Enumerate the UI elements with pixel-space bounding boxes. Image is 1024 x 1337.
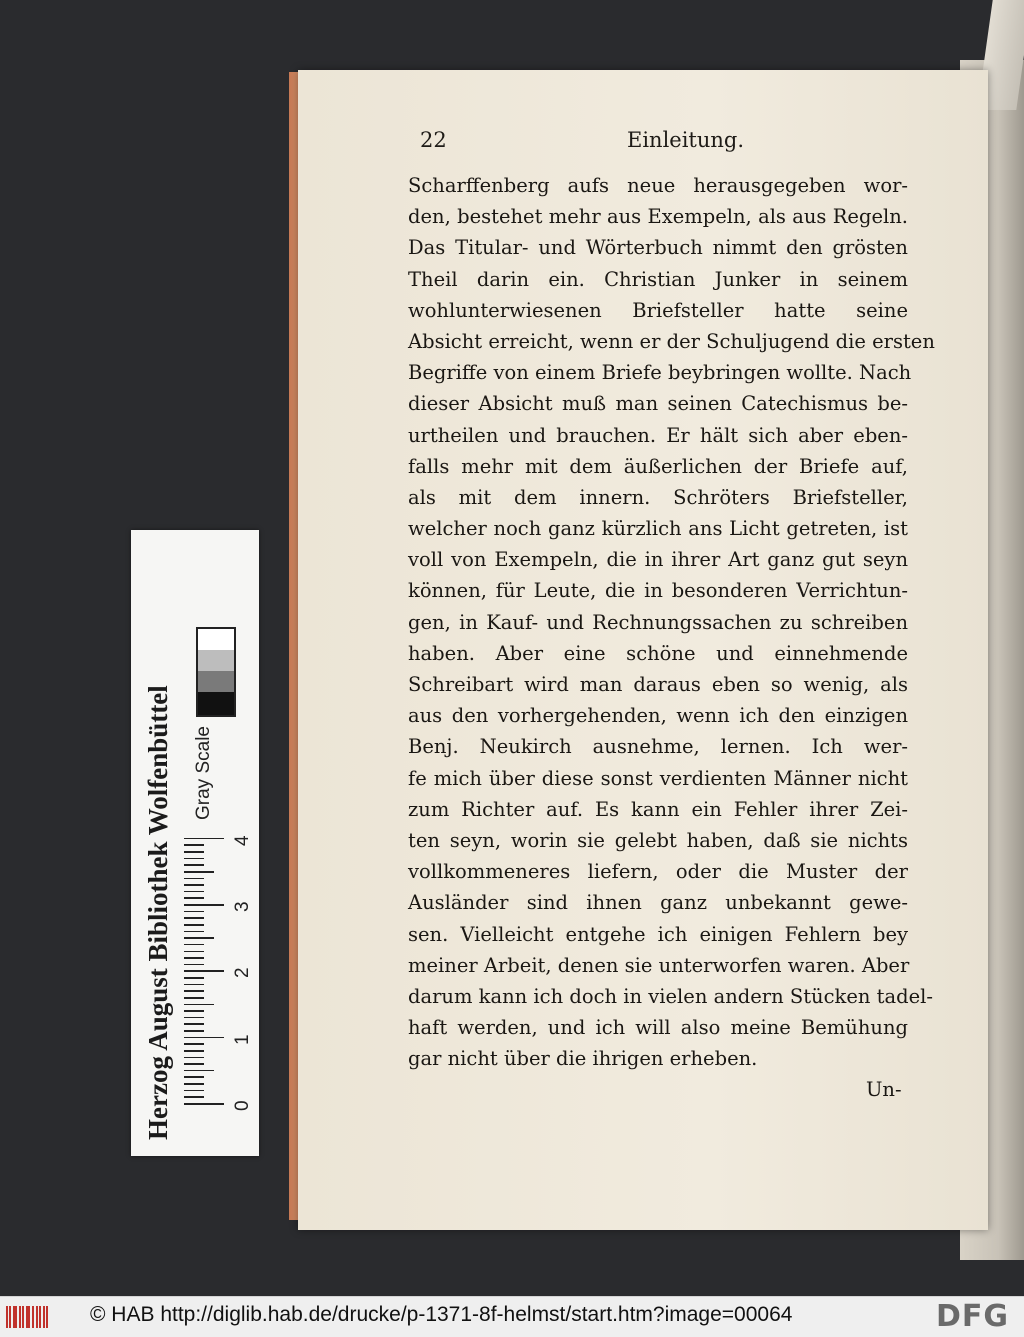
ruler-tick (184, 891, 204, 893)
ruler-tick (184, 944, 204, 946)
swatch-white (198, 629, 234, 650)
text-line: falls mehr mit dem äußerlichen der Briefe auf, (408, 454, 908, 478)
swatch-black (198, 692, 234, 715)
barcode-bar (19, 1306, 21, 1328)
ruler-tick (184, 1037, 224, 1039)
ruler-tick (184, 884, 204, 886)
barcode-bar (32, 1306, 34, 1328)
ruler-tick (184, 924, 204, 926)
text-line: voll von Exempeln, die in ihrer Art ganz gut seyn (408, 548, 908, 572)
footer-bar (0, 1296, 1024, 1337)
text-line: welcher noch ganz kürzlich ans Licht getreten, ist (408, 517, 908, 541)
text-line: fe mich über diese sonst verdienten Männer nicht (408, 766, 908, 790)
text-line: darum kann ich doch in vielen andern Stücken tadel- (408, 984, 933, 1008)
ruler-tick (184, 864, 204, 866)
ruler-tick (184, 1063, 204, 1065)
barcode-bar (6, 1306, 8, 1328)
ruler-tick (184, 997, 204, 999)
ruler-tick (184, 858, 204, 860)
ruler-tick (184, 1090, 204, 1092)
barcode-bar (22, 1306, 24, 1328)
text-line: Scharffenberg aufs neue herausgegeben wor- (408, 174, 908, 197)
text-line: Ausländer sind ihnen ganz unbekannt gewe- (408, 891, 908, 915)
swatch-light-gray (198, 650, 234, 671)
ruler-tick (184, 984, 204, 986)
ruler-tick (184, 917, 204, 919)
ruler-tick (184, 1103, 224, 1105)
text-line: zum Richter auf. Es kann ein Fehler ihrer Zei- (408, 797, 908, 821)
text-line: haft werden, und ich will also meine Bemühung (408, 1016, 908, 1040)
text-line: meiner Arbeit, denen sie unterworfen waren. Aber (408, 953, 910, 977)
ruler-tick (184, 1023, 204, 1025)
ruler-number: 1 (232, 1034, 253, 1045)
text-line: ten seyn, worin sie gelebt haben, daß sie nichts (408, 828, 908, 852)
ruler-number: 0 (232, 1100, 253, 1111)
ruler-tick (184, 937, 214, 939)
ruler-tick (184, 977, 204, 979)
ruler-tick (184, 990, 204, 992)
text-line: urtheilen und brauchen. Er hält sich aber eben- (408, 423, 908, 447)
barcode-bar (15, 1306, 17, 1328)
barcode-bar (36, 1306, 38, 1328)
page-number: 22 (420, 128, 447, 152)
running-head (420, 128, 900, 158)
ruler-tick (184, 1057, 204, 1059)
ruler-tick (184, 851, 204, 853)
barcode-bar (43, 1306, 45, 1328)
ruler-tick (184, 1070, 214, 1072)
text-line: Benj. Neukirch ausnehme, lernen. Ich wer- (408, 735, 908, 759)
catchword: Un- (866, 1078, 902, 1101)
text-line: haben. Aber eine schöne und einnehmende (408, 641, 908, 665)
ruler (172, 800, 252, 1130)
ruler-number: 2 (232, 967, 253, 979)
ruler-tick (184, 1030, 204, 1032)
ruler-tick (184, 878, 204, 880)
ruler-tick (184, 911, 204, 913)
running-title: Einleitung. (627, 128, 745, 152)
ruler-tick (184, 1096, 204, 1098)
library-name: Herzog August Bibliothek Wolfenbüttel (143, 685, 173, 1140)
text-line: Theil darin ein. Christian Junker in seinem (408, 267, 908, 291)
barcode-bar (9, 1306, 11, 1328)
ruler-tick (184, 1043, 204, 1045)
gray-swatches (196, 627, 236, 717)
text-line: Das Titular- und Wörterbuch nimmt den grösten (408, 236, 908, 260)
copyright-text: © HAB http://diglib.hab.de/drucke/p-1371-8f-helmst/start.htm?image=00064 (90, 1303, 793, 1326)
ruler-tick (184, 1010, 204, 1012)
gray-scale-label: Gray Scale (193, 726, 214, 820)
ruler-tick (184, 871, 214, 873)
ruler-tick (184, 1083, 204, 1085)
text-line: gar nicht über die ihrigen erheben. (408, 1047, 758, 1071)
ruler-tick (184, 964, 204, 966)
ruler-tick (184, 904, 224, 906)
text-line: sen. Vielleicht entgehe ich einigen Fehlern bey (408, 922, 908, 946)
page-text (408, 170, 935, 1074)
barcode-bar (39, 1306, 41, 1328)
text-line: als mit dem innern. Schröters Briefsteller, (408, 485, 908, 509)
text-line: Schreibart wird man daraus eben so wenig, als (408, 673, 908, 696)
ruler-number: 3 (232, 901, 253, 913)
text-line: den, bestehet mehr aus Exempeln, als aus Regeln. (408, 205, 908, 229)
ruler-tick (184, 951, 204, 953)
dfg-logo: DFG (936, 1299, 1010, 1334)
ruler-tick (184, 957, 204, 959)
ruler-tick (184, 1076, 204, 1078)
ruler-tick (184, 931, 204, 933)
ruler-number: 4 (232, 835, 253, 846)
text-line: können, für Leute, die in besonderen Verrichtun- (408, 579, 908, 603)
ruler-tick (184, 1050, 204, 1052)
text-line: wohlunterwiesenen Briefsteller hatte seine (408, 298, 908, 322)
text-line: dieser Absicht muß man seinen Catechismus be- (408, 392, 908, 416)
ruler-tick (184, 844, 204, 846)
text-line: vollkommeneres liefern, oder die Muster der (408, 860, 908, 884)
text-line: Begriffe von einem Briefe beybringen wollte. Nach (408, 361, 912, 385)
barcode-bar (28, 1306, 30, 1328)
barcode-bar (46, 1306, 48, 1328)
ruler-tick (184, 970, 224, 972)
barcode-icon (6, 1306, 50, 1328)
ruler-tick (184, 1017, 204, 1019)
ruler-tick (184, 1004, 214, 1006)
ruler-tick (184, 838, 224, 840)
text-line: Absicht erreicht, wenn er der Schuljugend die ersten (408, 329, 935, 353)
swatch-dark-gray (198, 671, 234, 692)
text-line: gen, in Kauf- und Rechnungssachen zu schreiben (408, 610, 908, 634)
text-line: aus den vorhergehenden, wenn ich den einzigen (408, 704, 908, 728)
ruler-tick (184, 897, 204, 899)
